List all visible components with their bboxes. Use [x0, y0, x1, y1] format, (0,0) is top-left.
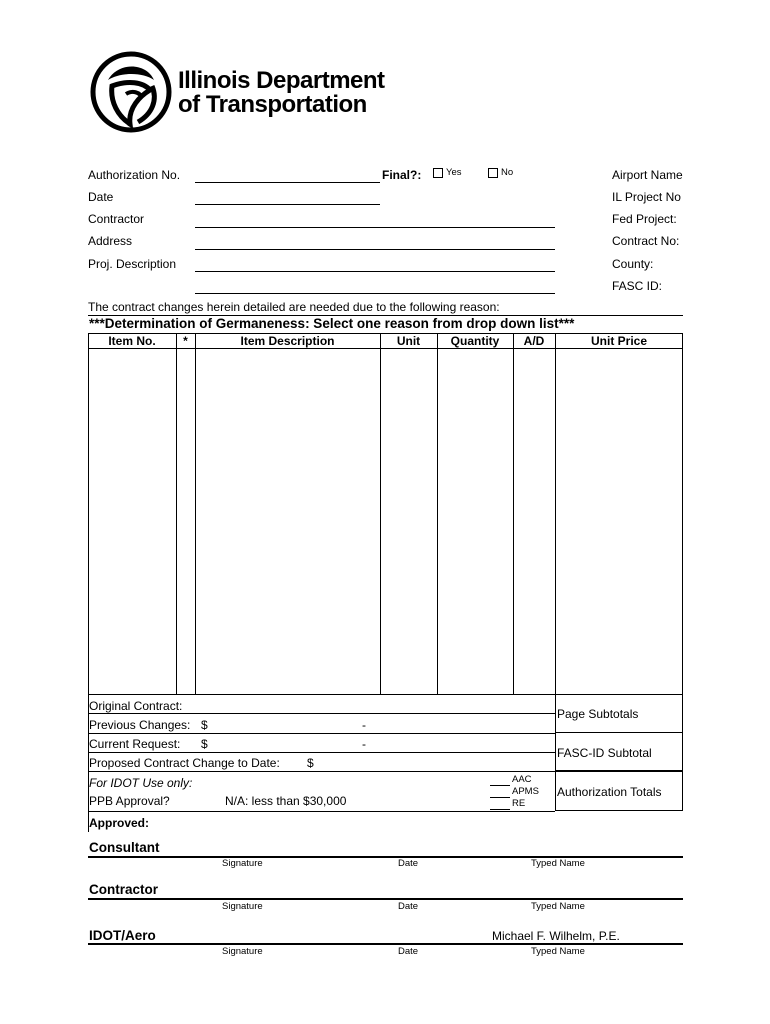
col-item-no: Item No. — [108, 334, 156, 348]
for-idot-use-label: For IDOT Use only: — [89, 776, 193, 790]
address-label: Address — [88, 234, 133, 248]
consultant-date-label: Date — [398, 858, 419, 869]
final-no-checkbox[interactable] — [488, 168, 498, 178]
current-request-value: - — [362, 737, 366, 751]
ppb-approval-label: PPB Approval? — [89, 794, 170, 808]
proj-description-label: Proj. Description — [88, 257, 177, 271]
date-field[interactable] — [195, 204, 380, 205]
re-field[interactable] — [490, 809, 510, 810]
fasc-id-label: FASC ID: — [612, 279, 663, 293]
previous-changes-dollar: $ — [201, 718, 208, 732]
col-unit: Unit — [396, 334, 421, 348]
col-quantity: Quantity — [450, 334, 500, 348]
consultant-signature-line[interactable] — [88, 856, 683, 858]
col-item-description: Item Description — [240, 334, 335, 348]
contract-no-label: Contract No: — [612, 234, 680, 248]
current-request-dollar: $ — [201, 737, 208, 751]
germaneness-dropdown[interactable]: ***Determination of Germaneness: Select one reason from drop down list*** — [89, 316, 575, 331]
fed-project-label: Fed Project: — [612, 212, 677, 226]
consultant-signature-label: Signature — [222, 858, 263, 869]
fasc-id-subtotal-label: FASC-ID Subtotal — [557, 746, 652, 760]
county-label: County: — [612, 257, 654, 271]
final-no-label: No — [501, 167, 514, 178]
idot-aero-title: IDOT/Aero — [89, 928, 156, 943]
col-ad: A/D — [523, 334, 545, 348]
contractor-field[interactable] — [195, 227, 555, 228]
apms-label: APMS — [512, 786, 539, 797]
consultant-title: Consultant — [89, 840, 160, 855]
proposed-change-dollar: $ — [307, 756, 314, 770]
proj-description-field[interactable] — [195, 271, 555, 272]
page-subtotals-label: Page Subtotals — [557, 707, 639, 721]
authorization-totals-label: Authorization Totals — [557, 785, 662, 799]
idot-logo-icon — [88, 50, 174, 134]
final-label: Final?: — [382, 168, 422, 182]
idot-aero-typed-name-label: Typed Name — [531, 946, 585, 957]
idot-aero-signature-label: Signature — [222, 946, 263, 957]
consultant-typed-name-label: Typed Name — [531, 858, 585, 869]
contractor-signature-line[interactable] — [88, 898, 683, 900]
idot-aero-signature-line[interactable] — [88, 943, 683, 945]
authorization-no-label: Authorization No. — [88, 168, 181, 182]
idot-aero-date-label: Date — [398, 946, 419, 957]
final-yes-label: Yes — [446, 167, 462, 178]
contractor-title: Contractor — [89, 882, 159, 897]
org-name-line2: of Transportation — [178, 91, 367, 118]
airport-name-label: Airport Name — [612, 168, 683, 182]
contractor-label: Contractor — [88, 212, 145, 226]
proj-description-field-2[interactable] — [195, 293, 555, 294]
apms-field[interactable] — [490, 797, 510, 798]
current-request-label: Current Request: — [89, 737, 181, 751]
re-label: RE — [512, 798, 526, 809]
date-label: Date — [88, 190, 114, 204]
aac-label: AAC — [512, 774, 532, 785]
contractor-signature-label: Signature — [222, 901, 263, 912]
col-star: * — [183, 334, 188, 348]
authorization-no-field[interactable] — [195, 182, 380, 183]
idot-logo — [88, 50, 408, 134]
contractor-date-label: Date — [398, 901, 419, 912]
proposed-change-label: Proposed Contract Change to Date: — [89, 756, 280, 770]
previous-changes-label: Previous Changes: — [89, 718, 191, 732]
aac-field[interactable] — [490, 785, 510, 786]
original-contract-label: Original Contract: — [89, 699, 183, 713]
reason-text: The contract changes herein detailed are needed due to the following reason: — [88, 300, 500, 314]
idot-aero-typed-name: Michael F. Wilhelm, P.E. — [492, 929, 620, 943]
contractor-typed-name-label: Typed Name — [531, 901, 585, 912]
final-yes-checkbox[interactable] — [433, 168, 443, 178]
items-table-body[interactable] — [88, 348, 683, 695]
approved-label: Approved: — [89, 816, 149, 830]
ppb-na-text: N/A: less than $30,000 — [225, 794, 347, 808]
col-unit-price: Unit Price — [590, 334, 647, 348]
address-field[interactable] — [195, 249, 555, 250]
previous-changes-value: - — [362, 718, 366, 732]
il-project-no-label: IL Project No — [612, 190, 681, 204]
org-name-line1: Illinois Department — [178, 67, 385, 94]
